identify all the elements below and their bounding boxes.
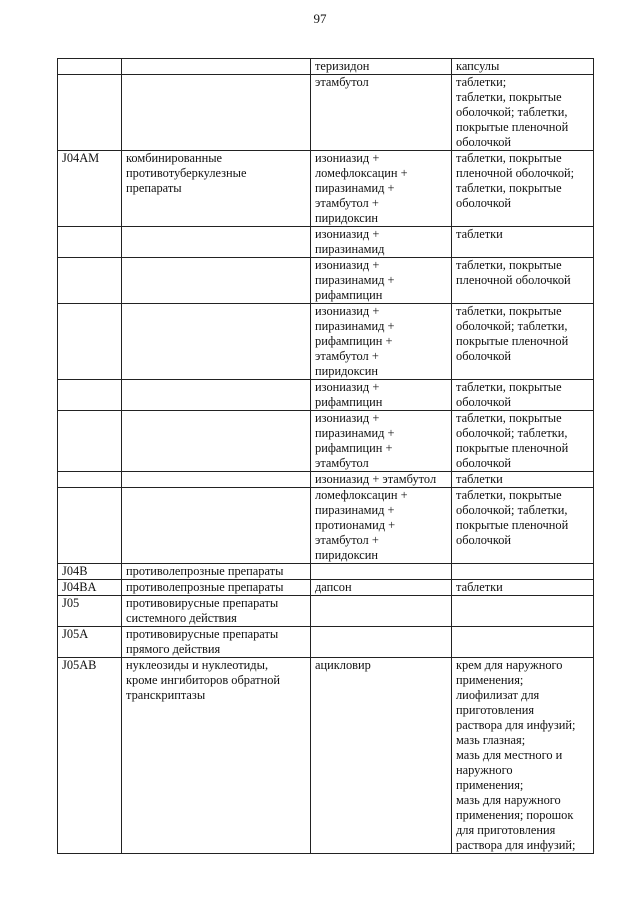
table-body	[58, 59, 594, 854]
drug-name-cell: изониазид + ломефлоксацин + пиразинамид + этамбутол + пиридоксин	[311, 151, 452, 227]
dosage-forms-cell: таблетки, покрытые оболочкой	[452, 380, 594, 411]
drug-group-cell: противовирусные препараты прямого действия	[122, 627, 311, 658]
table-row	[58, 151, 594, 227]
atc-code-cell: J05	[58, 596, 122, 627]
table-row	[58, 411, 594, 472]
atc-code-cell	[58, 488, 122, 564]
table-row	[58, 658, 594, 854]
table-row	[58, 488, 594, 564]
drug-name-cell: изониазид + пиразинамид + рифампицин + этамбутол + пиридоксин	[311, 304, 452, 380]
drug-group-cell	[122, 59, 311, 75]
drug-name-cell: изониазид + пиразинамид + рифампицин + этамбутол	[311, 411, 452, 472]
table-row	[58, 258, 594, 304]
drug-group-cell: нуклеозиды и нуклеотиды, кроме ингибиторов обратной транскриптазы	[122, 658, 311, 854]
drug-group-cell	[122, 304, 311, 380]
table-row	[58, 627, 594, 658]
dosage-forms-cell: таблетки, покрытые пленочной оболочкой	[452, 258, 594, 304]
dosage-forms-cell: таблетки; таблетки, покрытые оболочкой; таблетки, покрытые пленочной оболочкой	[452, 75, 594, 151]
drug-group-cell	[122, 411, 311, 472]
dosage-forms-cell: таблетки, покрытые оболочкой; таблетки, покрытые пленочной оболочкой	[452, 304, 594, 380]
atc-code-cell	[58, 59, 122, 75]
drug-name-cell: изониазид + рифампицин	[311, 380, 452, 411]
drug-group-cell: противолепрозные препараты	[122, 580, 311, 596]
atc-code-cell	[58, 227, 122, 258]
drug-group-cell	[122, 258, 311, 304]
drug-name-cell	[311, 596, 452, 627]
drug-name-cell: изониазид + пиразинамид	[311, 227, 452, 258]
table-row	[58, 304, 594, 380]
dosage-forms-cell	[452, 627, 594, 658]
atc-code-cell	[58, 411, 122, 472]
atc-code-cell: J05A	[58, 627, 122, 658]
table-row	[58, 59, 594, 75]
drug-group-cell: противовирусные препараты системного действия	[122, 596, 311, 627]
dosage-forms-cell: таблетки	[452, 472, 594, 488]
drug-group-cell	[122, 380, 311, 411]
drug-group-cell: противолепрозные препараты	[122, 564, 311, 580]
drug-name-cell	[311, 564, 452, 580]
drug-name-cell: изониазид + этамбутол	[311, 472, 452, 488]
atc-code-cell: J04B	[58, 564, 122, 580]
dosage-forms-cell: таблетки	[452, 580, 594, 596]
dosage-forms-cell: таблетки, покрытые оболочкой; таблетки, покрытые пленочной оболочкой	[452, 488, 594, 564]
table-row	[58, 75, 594, 151]
table-row	[58, 227, 594, 258]
atc-code-cell	[58, 472, 122, 488]
drug-group-cell	[122, 472, 311, 488]
drug-name-cell: изониазид + пиразинамид + рифампицин	[311, 258, 452, 304]
drug-name-cell: ацикловир	[311, 658, 452, 854]
table-row	[58, 380, 594, 411]
dosage-forms-cell: таблетки	[452, 227, 594, 258]
drug-name-cell: этамбутол	[311, 75, 452, 151]
table-row	[58, 596, 594, 627]
drug-name-cell: дапсон	[311, 580, 452, 596]
dosage-forms-cell: капсулы	[452, 59, 594, 75]
dosage-forms-cell	[452, 596, 594, 627]
page-number: 97	[313, 11, 327, 26]
drug-group-cell	[122, 227, 311, 258]
drug-group-cell	[122, 488, 311, 564]
atc-code-cell	[58, 304, 122, 380]
atc-code-cell: J04BA	[58, 580, 122, 596]
dosage-forms-cell: крем для наружного применения; лиофилизат для приготовления раствора для инфузий; мазь глазная; мазь для местного и наружного применения; мазь для наружного применения; порошок для приготовления раствора для инфузий;	[452, 658, 594, 854]
dosage-forms-cell: таблетки, покрытые пленочной оболочкой; таблетки, покрытые оболочкой	[452, 151, 594, 227]
atc-code-cell	[58, 380, 122, 411]
drug-name-cell: ломефлоксацин + пиразинамид + протионамид + этамбутол + пиридоксин	[311, 488, 452, 564]
table-row	[58, 472, 594, 488]
drug-name-cell: теризидон	[311, 59, 452, 75]
drug-group-cell: комбинированные противотуберкулезные препараты	[122, 151, 311, 227]
dosage-forms-cell: таблетки, покрытые оболочкой; таблетки, покрытые пленочной оболочкой	[452, 411, 594, 472]
drug-table	[57, 58, 594, 854]
table-row	[58, 564, 594, 580]
table-row	[58, 580, 594, 596]
atc-code-cell: J04AM	[58, 151, 122, 227]
drug-group-cell	[122, 75, 311, 151]
drug-name-cell	[311, 627, 452, 658]
dosage-forms-cell	[452, 564, 594, 580]
atc-code-cell	[58, 258, 122, 304]
atc-code-cell: J05AB	[58, 658, 122, 854]
atc-code-cell	[58, 75, 122, 151]
